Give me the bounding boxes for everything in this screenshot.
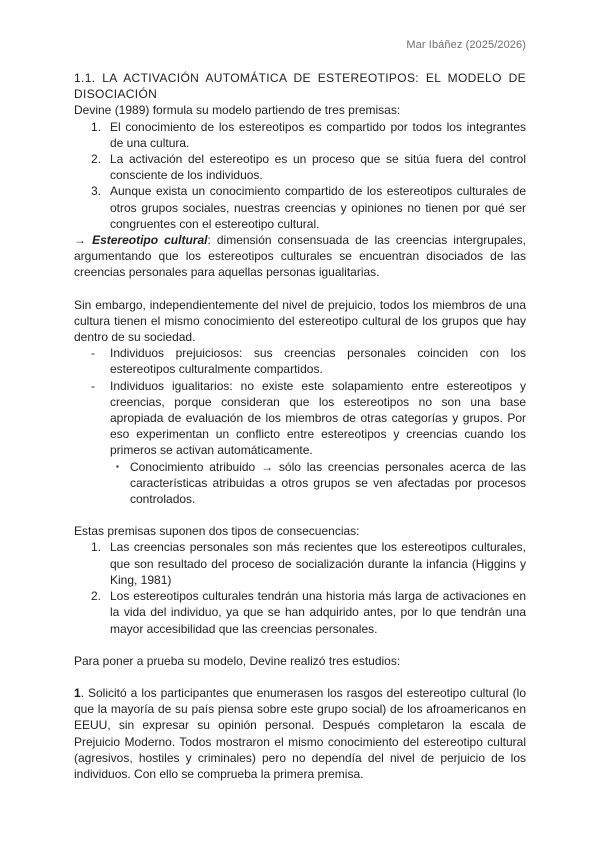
list-item [74, 539, 526, 588]
list-number: 2. [91, 589, 102, 604]
spacer [74, 637, 526, 653]
paragraph-4: Para poner a prueba su modelo, Devine realizó tres estudios: [74, 653, 401, 668]
section-title: 1.1. LA ACTIVACIÓN AUTOMÁTICA DE ESTEREOTIPOS: EL MODELO DE DISOCIACIÓN [74, 71, 526, 102]
list-item [74, 119, 526, 151]
paragraph-3: Estas premisas suponen dos tipos de consecuencias: [74, 524, 360, 539]
list-item [74, 378, 526, 508]
sub-bullet-list [110, 459, 526, 508]
list-item-text: El conocimiento de los estereotipos es compartido por todos los integrantes de una cultura. [110, 119, 526, 150]
study-1-paragraph [74, 685, 526, 782]
square-bullet-icon: ▪ [116, 461, 119, 471]
list-item [74, 183, 526, 232]
list-number: 1. [91, 119, 102, 134]
dash-marker: - [91, 378, 95, 393]
definition-term: Estereotipo cultural [92, 233, 208, 248]
list-item [110, 459, 526, 508]
definition-paragraph [74, 232, 526, 281]
list-item [74, 345, 526, 377]
page-header-author: Mar Ibáñez (2025/2026) [406, 39, 526, 51]
list-item-text: Conocimiento atribuido → sólo las creencias personales acerca de las características atribuidas a otros grupos se ven afectadas por procesos controlados. [130, 459, 526, 507]
consequences-list [74, 539, 526, 636]
dash-marker: - [91, 346, 95, 361]
study-number: 1 [74, 685, 81, 700]
paragraph-2: Sin embargo, independientemente del nivel de prejuicio, todos los miembros de una cultura tienen el mismo conocimiento del estereotipo cultural de los grupos que hay dentro de su sociedad. [74, 297, 526, 345]
list-number: 3. [91, 184, 102, 199]
list-item [74, 588, 526, 637]
list-item-text: Los estereotipos culturales tendrán una historia más larga de activaciones en la vida del individuo, ya que se han adquirido antes, por lo que tendrán una mayor accesibilidad que las creencias personales. [110, 589, 526, 636]
individuals-list [74, 345, 526, 507]
list-item-text: Individuos igualitarios: no existe este solapamiento entre estereotipos y creencias, porque consideran que los estereotipos no son una base apropiada de evaluación de los miembros de otras categorías y grupos. Por eso experimentan un conflicto entre estereotipos y creencias cuando los primeros se activan automáticamente. [110, 378, 526, 458]
list-item-text: Individuos prejuiciosos: sus creencias personales coinciden con los estereotipos culturalmente compartidos. [110, 346, 526, 377]
list-item-text: Las creencias personales son más recientes que los estereotipos culturales, que son resultado del proceso de socialización durante la infancia (Higgins y King, 1981) [110, 540, 526, 587]
spacer [74, 281, 526, 297]
premises-list [74, 119, 526, 232]
page-content [74, 70, 526, 782]
list-item-text: La activación del estereotipo es un proceso que se sitúa fuera del control consciente de los individuos. [110, 152, 526, 183]
definition-text: : dimensión consensuada de las creencias intergrupales, argumentando que los estereotipos culturales se encuentran disociados de las creencias personales para aquellas personas igualitarias. [74, 233, 526, 280]
intro-paragraph: Devine (1989) formula su modelo partiendo de tres premisas: [74, 103, 401, 118]
list-item [74, 151, 526, 183]
spacer [74, 669, 526, 685]
spacer [74, 507, 526, 523]
study-text: . Solicitó a los participantes que enumerasen los rasgos del estereotipo cultural (lo que la mayoría de su país piensa sobre este grupo social) de los afroamericanos en EEUU, sin expresar su opinión personal. Después completaron la escala de Prejuicio Moderno. Todos mostraron el mismo conocimiento del estereotipo cultural (agresivos, hostiles y criminales) pero no dependía del nivel de perjuicio de los individuos. Con ello se comprueba la primera premisa. [74, 685, 526, 781]
list-number: 2. [91, 152, 102, 167]
list-item-text: Aunque exista un conocimiento compartido de los estereotipos culturales de otros grupos sociales, nuestras creencias y opiniones no tienen por qué ser congruentes con el estereotipo cultural. [110, 184, 526, 231]
arrow-icon: → [74, 233, 86, 248]
list-number: 1. [91, 540, 102, 555]
